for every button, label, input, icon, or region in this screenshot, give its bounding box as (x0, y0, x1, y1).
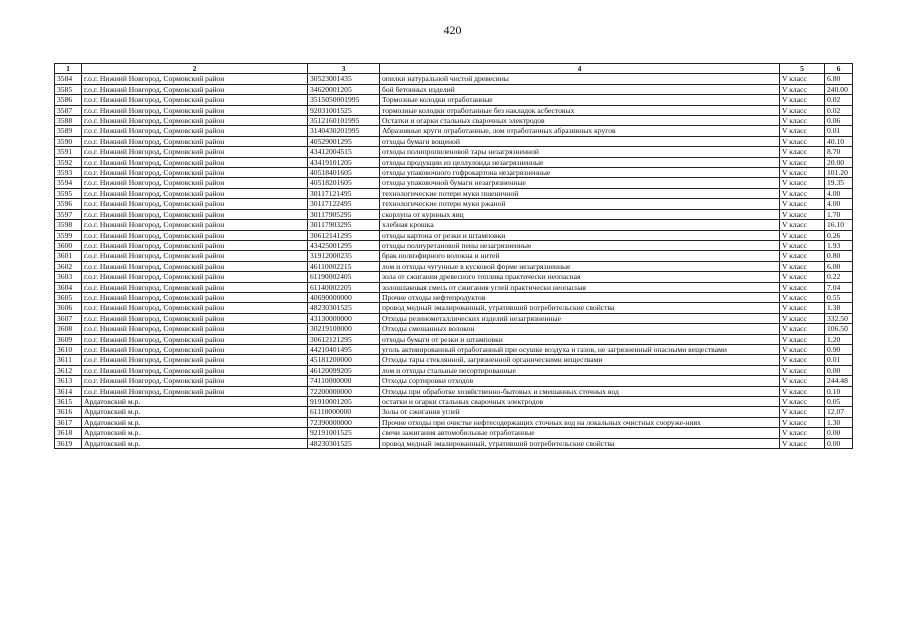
table-row (55, 438, 853, 448)
row-number: 3595 (55, 188, 82, 198)
row-number: 3589 (55, 126, 82, 136)
table-row (55, 303, 853, 313)
amount: 0.00 (825, 365, 853, 375)
municipality: г.о.г. Нижний Новгород, Сормовский район (82, 74, 308, 84)
waste-name: технологические потери муки пшеничной (380, 188, 780, 198)
hazard-class: V класс (780, 220, 825, 230)
hazard-class: V класс (780, 428, 825, 438)
waste-name: отходы картона от резки и штамповки (380, 230, 780, 240)
table-row (55, 365, 853, 375)
row-number: 3604 (55, 282, 82, 292)
table-row (55, 157, 853, 167)
amount: 1.93 (825, 240, 853, 250)
row-number: 3617 (55, 417, 82, 427)
row-number: 3597 (55, 209, 82, 219)
waste-name: золошлаковая смесь от сжигания углей практически неопасная (380, 282, 780, 292)
table-row (55, 84, 853, 94)
municipality: г.о.г. Нижний Новгород, Сормовский район (82, 386, 308, 396)
waste-name: Золы от сжигания углей (380, 407, 780, 417)
waste-name: Прочие отходы нефтепродуктов (380, 292, 780, 302)
waste-name: отходы продукции из целлулоида незагрязненные (380, 157, 780, 167)
waste-name: тормозные колодки отработанные без накладок асбестовых (380, 105, 780, 115)
municipality: г.о.г. Нижний Новгород, Сормовский район (82, 313, 308, 323)
waste-name: Отходы тары стеклянной, загрязненной органическими веществами (380, 355, 780, 365)
waste-code: 48230301525 (308, 303, 380, 313)
municipality: г.о.г. Нижний Новгород, Сормовский район (82, 220, 308, 230)
waste-name: Отходы резинометаллических изделий незагрязненные (380, 313, 780, 323)
table-row (55, 292, 853, 302)
hazard-class: V класс (780, 365, 825, 375)
amount: 1.30 (825, 417, 853, 427)
waste-registry-table (54, 63, 853, 449)
table-row (55, 168, 853, 178)
row-number: 3603 (55, 272, 82, 282)
waste-name: брак полиэфирного волокна и нитей (380, 251, 780, 261)
row-number: 3600 (55, 240, 82, 250)
row-number: 3591 (55, 147, 82, 157)
municipality: г.о.г. Нижний Новгород, Сормовский район (82, 272, 308, 282)
waste-name: отходы бумаги от резки и штамповки (380, 334, 780, 344)
municipality: г.о.г. Нижний Новгород, Сормовский район (82, 376, 308, 386)
amount: 240.00 (825, 84, 853, 94)
waste-code: 46110002215 (308, 261, 380, 271)
hazard-class: V класс (780, 282, 825, 292)
column-header: 4 (380, 64, 780, 74)
header-row (55, 64, 853, 74)
waste-code: 61190002405 (308, 272, 380, 282)
waste-name: зола от сжигания древесного топлива практически неопасная (380, 272, 780, 282)
table-row (55, 209, 853, 219)
row-number: 3614 (55, 386, 82, 396)
waste-code: 3515050001995 (308, 95, 380, 105)
hazard-class: V класс (780, 438, 825, 448)
waste-name: уголь активированный отработанный при осушке воздуха и газов, не загрязненный опасными веществами (380, 344, 780, 354)
amount: 8.70 (825, 147, 853, 157)
waste-name: отходы бумаги вощеной (380, 136, 780, 146)
waste-name: лом и отходы стальные несортированные (380, 365, 780, 375)
hazard-class: V класс (780, 230, 825, 240)
waste-code: 40529001295 (308, 136, 380, 146)
amount: 332.50 (825, 313, 853, 323)
row-number: 3594 (55, 178, 82, 188)
row-number: 3612 (55, 365, 82, 375)
table-row (55, 397, 853, 407)
hazard-class: V класс (780, 209, 825, 219)
row-number: 3584 (55, 74, 82, 84)
waste-code: 3512160101995 (308, 116, 380, 126)
municipality: г.о.г. Нижний Новгород, Сормовский район (82, 282, 308, 292)
table-row (55, 199, 853, 209)
waste-code: 74110000000 (308, 376, 380, 386)
waste-name: Отходы при обработке хозяйственно-бытовых и смешанных сточных вод (380, 386, 780, 396)
hazard-class: V класс (780, 355, 825, 365)
waste-name: опилки натуральной чистой древесины (380, 74, 780, 84)
waste-code: 30612141295 (308, 230, 380, 240)
waste-name: Прочие отходы при очистке нефтесодержащих сточных вод на локальных очистных сооруже-ниях (380, 417, 780, 427)
municipality: г.о.г. Нижний Новгород, Сормовский район (82, 116, 308, 126)
waste-code: 31912000235 (308, 251, 380, 261)
waste-code: 30117122495 (308, 199, 380, 209)
amount: 0.26 (825, 230, 853, 240)
waste-name: остатки и огарки стальных сварочных электродов (380, 397, 780, 407)
municipality: г.о.г. Нижний Новгород, Сормовский район (82, 334, 308, 344)
hazard-class: V класс (780, 188, 825, 198)
waste-name: Остатки и огарки стальных сварочных электродов (380, 116, 780, 126)
municipality: г.о.г. Нижний Новгород, Сормовский район (82, 95, 308, 105)
municipality: Ардатовский м.р. (82, 417, 308, 427)
municipality: г.о.г. Нижний Новгород, Сормовский район (82, 240, 308, 250)
hazard-class: V класс (780, 261, 825, 271)
municipality: г.о.г. Нижний Новгород, Сормовский район (82, 105, 308, 115)
column-header: 6 (825, 64, 853, 74)
table-row (55, 344, 853, 354)
municipality: г.о.г. Нижний Новгород, Сормовский район (82, 147, 308, 157)
hazard-class: V класс (780, 116, 825, 126)
table-row (55, 188, 853, 198)
table-row (55, 126, 853, 136)
amount: 244.48 (825, 376, 853, 386)
hazard-class: V класс (780, 168, 825, 178)
table-row (55, 105, 853, 115)
hazard-class: V класс (780, 386, 825, 396)
row-number: 3616 (55, 407, 82, 417)
amount: 12.07 (825, 407, 853, 417)
hazard-class: V класс (780, 147, 825, 157)
row-number: 3593 (55, 168, 82, 178)
amount: 0.01 (825, 355, 853, 365)
amount: 0.02 (825, 105, 853, 115)
waste-code: 40518401605 (308, 168, 380, 178)
waste-code: 30219100000 (308, 324, 380, 334)
municipality: Ардатовский м.р. (82, 438, 308, 448)
waste-name: скорлупа от куриных яиц (380, 209, 780, 219)
waste-code: 30117121495 (308, 188, 380, 198)
municipality: г.о.г. Нижний Новгород, Сормовский район (82, 84, 308, 94)
amount: 6.00 (825, 261, 853, 271)
amount: 4.00 (825, 199, 853, 209)
table-row (55, 376, 853, 386)
row-number: 3601 (55, 251, 82, 261)
municipality: г.о.г. Нижний Новгород, Сормовский район (82, 261, 308, 271)
column-header: 1 (55, 64, 82, 74)
row-number: 3615 (55, 397, 82, 407)
municipality: г.о.г. Нижний Новгород, Сормовский район (82, 303, 308, 313)
amount: 16.10 (825, 220, 853, 230)
municipality: г.о.г. Нижний Новгород, Сормовский район (82, 365, 308, 375)
municipality: г.о.г. Нижний Новгород, Сормовский район (82, 355, 308, 365)
hazard-class: V класс (780, 199, 825, 209)
amount: 0.00 (825, 438, 853, 448)
amount: 1.70 (825, 209, 853, 219)
waste-name: лом и отходы чугунные в кусковой форме незагрязненные (380, 261, 780, 271)
waste-code: 30117905295 (308, 209, 380, 219)
amount: 0.10 (825, 386, 853, 396)
municipality: г.о.г. Нижний Новгород, Сормовский район (82, 188, 308, 198)
waste-name: провод медный эмалированный, утративший потребительские свойства (380, 303, 780, 313)
column-header: 2 (82, 64, 308, 74)
row-number: 3618 (55, 428, 82, 438)
row-number: 3587 (55, 105, 82, 115)
table-row (55, 147, 853, 157)
hazard-class: V класс (780, 136, 825, 146)
row-number: 3596 (55, 199, 82, 209)
table-row (55, 116, 853, 126)
municipality: г.о.г. Нижний Новгород, Сормовский район (82, 344, 308, 354)
table-row (55, 178, 853, 188)
waste-name: Тормозные колодки отработанные (380, 95, 780, 105)
table-row (55, 334, 853, 344)
amount: 20.00 (825, 157, 853, 167)
amount: 4.00 (825, 188, 853, 198)
row-number: 3588 (55, 116, 82, 126)
waste-name: отходы упаковочного гофрокартона незагрязненные (380, 168, 780, 178)
waste-code: 45181200000 (308, 355, 380, 365)
row-number: 3610 (55, 344, 82, 354)
amount: 0.06 (825, 116, 853, 126)
amount: 0.02 (825, 95, 853, 105)
table-row (55, 407, 853, 417)
waste-code: 43425001295 (308, 240, 380, 250)
table-row (55, 95, 853, 105)
column-header: 3 (308, 64, 380, 74)
waste-code: 61110000000 (308, 407, 380, 417)
table-row (55, 324, 853, 334)
waste-code: 72200000000 (308, 386, 380, 396)
row-number: 3607 (55, 313, 82, 323)
hazard-class: V класс (780, 292, 825, 302)
municipality: г.о.г. Нижний Новгород, Сормовский район (82, 136, 308, 146)
municipality: Ардатовский м.р. (82, 397, 308, 407)
waste-code: 30523001435 (308, 74, 380, 84)
row-number: 3590 (55, 136, 82, 146)
hazard-class: V класс (780, 157, 825, 167)
row-number: 3619 (55, 438, 82, 448)
waste-name: отходы полиуретановой пены незагрязненные (380, 240, 780, 250)
hazard-class: V класс (780, 407, 825, 417)
municipality: г.о.г. Нижний Новгород, Сормовский район (82, 230, 308, 240)
row-number: 3605 (55, 292, 82, 302)
hazard-class: V класс (780, 334, 825, 344)
waste-code: 44210401495 (308, 344, 380, 354)
table-row (55, 386, 853, 396)
waste-name: Отходы смешанных волокон (380, 324, 780, 334)
waste-code: 72390000000 (308, 417, 380, 427)
municipality: г.о.г. Нижний Новгород, Сормовский район (82, 168, 308, 178)
hazard-class: V класс (780, 397, 825, 407)
waste-code: 30117903295 (308, 220, 380, 230)
amount: 0.80 (825, 251, 853, 261)
amount: 0.55 (825, 292, 853, 302)
row-number: 3586 (55, 95, 82, 105)
table-row (55, 355, 853, 365)
amount: 7.04 (825, 282, 853, 292)
hazard-class: V класс (780, 376, 825, 386)
table-row (55, 230, 853, 240)
amount: 19.35 (825, 178, 853, 188)
page-number: 420 (443, 23, 462, 37)
hazard-class: V класс (780, 272, 825, 282)
waste-name: хлебная крошка (380, 220, 780, 230)
table-row (55, 220, 853, 230)
column-header: 5 (780, 64, 825, 74)
hazard-class: V класс (780, 417, 825, 427)
waste-name: свечи зажигания автомобильные отработанные (380, 428, 780, 438)
waste-name: Отходы сортировки отходов (380, 376, 780, 386)
municipality: Ардатовский м.р. (82, 407, 308, 417)
hazard-class: V класс (780, 344, 825, 354)
hazard-class: V класс (780, 240, 825, 250)
table-row (55, 417, 853, 427)
row-number: 3599 (55, 230, 82, 240)
amount: 0.05 (825, 397, 853, 407)
hazard-class: V класс (780, 105, 825, 115)
hazard-class: V класс (780, 251, 825, 261)
waste-code: 48230301525 (308, 438, 380, 448)
row-number: 3602 (55, 261, 82, 271)
table-row (55, 282, 853, 292)
municipality: г.о.г. Нижний Новгород, Сормовский район (82, 199, 308, 209)
municipality: г.о.г. Нижний Новгород, Сормовский район (82, 324, 308, 334)
hazard-class: V класс (780, 303, 825, 313)
waste-code: 92191001525 (308, 428, 380, 438)
hazard-class: V класс (780, 178, 825, 188)
row-number: 3606 (55, 303, 82, 313)
hazard-class: V класс (780, 126, 825, 136)
hazard-class: V класс (780, 324, 825, 334)
waste-code: 61140002205 (308, 282, 380, 292)
row-number: 3608 (55, 324, 82, 334)
municipality: г.о.г. Нижний Новгород, Сормовский район (82, 251, 308, 261)
municipality: г.о.г. Нижний Новгород, Сормовский район (82, 209, 308, 219)
municipality: г.о.г. Нижний Новгород, Сормовский район (82, 178, 308, 188)
municipality: Ардатовский м.р. (82, 428, 308, 438)
hazard-class: V класс (780, 313, 825, 323)
row-number: 3611 (55, 355, 82, 365)
waste-code: 3140430201995 (308, 126, 380, 136)
waste-code: 30612121295 (308, 334, 380, 344)
table-row (55, 74, 853, 84)
amount: 6.80 (825, 74, 853, 84)
row-number: 3609 (55, 334, 82, 344)
amount: 101.20 (825, 168, 853, 178)
row-number: 3585 (55, 84, 82, 94)
waste-code: 34620001205 (308, 84, 380, 94)
waste-name: технологические потери муки ржаной (380, 199, 780, 209)
amount: 106.50 (825, 324, 853, 334)
table-row (55, 313, 853, 323)
row-number: 3598 (55, 220, 82, 230)
table-row (55, 240, 853, 250)
table-row (55, 428, 853, 438)
row-number: 3613 (55, 376, 82, 386)
waste-name: отходы полипропиленовой тары незагрязненной (380, 147, 780, 157)
table-row (55, 251, 853, 261)
table-row (55, 261, 853, 271)
amount: 0.90 (825, 344, 853, 354)
row-number: 3592 (55, 157, 82, 167)
waste-code: 91910001205 (308, 397, 380, 407)
municipality: г.о.г. Нижний Новгород, Сормовский район (82, 292, 308, 302)
waste-code: 43419101205 (308, 157, 380, 167)
amount: 1.38 (825, 303, 853, 313)
amount: 0.00 (825, 428, 853, 438)
waste-name: бой бетонных изделий (380, 84, 780, 94)
amount: 1.20 (825, 334, 853, 344)
municipality: г.о.г. Нижний Новгород, Сормовский район (82, 157, 308, 167)
waste-code: 46120099205 (308, 365, 380, 375)
waste-code: 43130000000 (308, 313, 380, 323)
waste-code: 40690000000 (308, 292, 380, 302)
waste-code: 40518201605 (308, 178, 380, 188)
amount: 0.01 (825, 126, 853, 136)
hazard-class: V класс (780, 95, 825, 105)
hazard-class: V класс (780, 74, 825, 84)
waste-code: 92031001525 (308, 105, 380, 115)
table-row (55, 272, 853, 282)
waste-name: провод медный эмалированный, утративший потребительские свойства (380, 438, 780, 448)
table-row (55, 136, 853, 146)
amount: 40.10 (825, 136, 853, 146)
amount: 0.22 (825, 272, 853, 282)
waste-name: отходы упаковочной бумаги незагрязненные (380, 178, 780, 188)
waste-code: 43412004515 (308, 147, 380, 157)
hazard-class: V класс (780, 84, 825, 94)
municipality: г.о.г. Нижний Новгород, Сормовский район (82, 126, 308, 136)
waste-name: Абразивные круги отработанные, лом отработанных абразивных кругов (380, 126, 780, 136)
